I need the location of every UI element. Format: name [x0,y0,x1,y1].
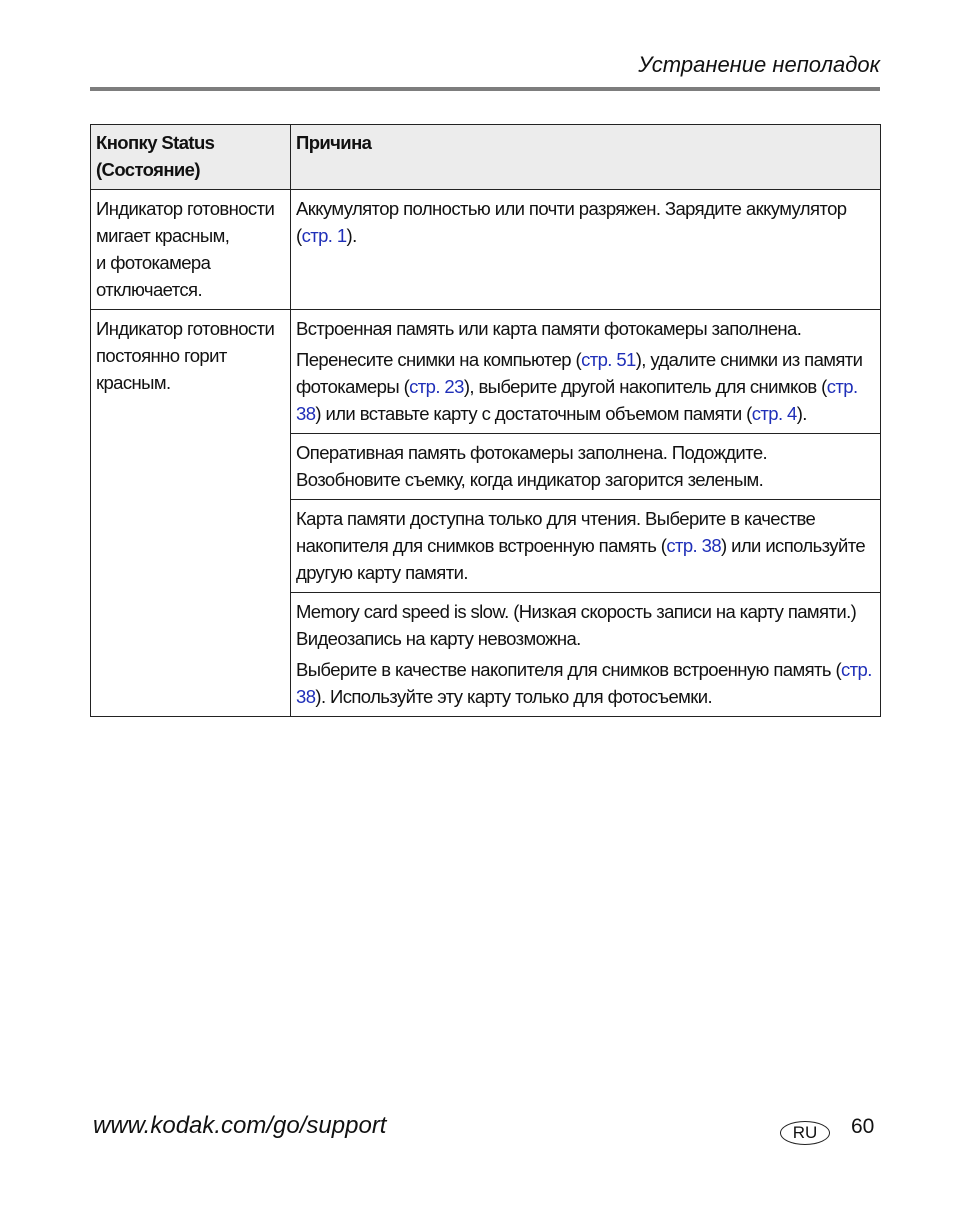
cause-text: ). Используйте эту карту только для фотосъемки. [315,686,713,707]
cause-paragraph [296,505,875,586]
cause-text: Встроенная память или карта памяти фотокамеры заполнена. [296,318,802,339]
indicator-line: Индикатор готовности [96,318,275,339]
indicator-line: Индикатор готовности [96,198,275,219]
indicator-cell [91,190,291,310]
cause-paragraph [296,439,875,493]
page-reference-link[interactable]: стр. 23 [409,376,464,397]
cause-text: ). [346,225,357,246]
cause-text: ) или используйте другую карту памяти. [296,535,866,583]
page-reference-link[interactable]: стр. 38 [296,376,858,424]
cause-text: Выберите в качестве накопителя для снимков встроенную память ( [296,659,842,680]
support-url-link[interactable]: www.kodak.com/go/support [93,1112,387,1139]
page-reference-link[interactable]: стр. 38 [666,535,722,556]
indicator-line: красным. [96,372,171,393]
page-reference-link[interactable]: стр. 4 [751,403,797,424]
column-header-status-line: Кнопку Status [96,132,215,153]
page-number: 60 [851,1115,875,1138]
cause-paragraph [296,656,875,710]
cause-text: ) или вставьте карту с достаточным объемом памяти ( [315,403,752,424]
indicator-cell [91,310,291,717]
column-header-status [91,125,291,190]
page-reference-link[interactable]: стр. 51 [581,349,636,370]
indicator-line: отключается. [96,279,202,300]
cause-paragraph [296,346,875,427]
table-row [91,190,881,310]
cause-text: Аккумулятор полностью или почти разряжен. Зарядите аккумулятор ( [296,198,847,246]
indicator-line: постоянно горит [96,345,227,366]
cause-paragraph [296,598,875,652]
indicator-line: мигает красным, [96,225,230,246]
cause-text: Оперативная память фотокамеры заполнена. Подождите. Возобновите съемку, когда индикатор загорится зеленым. [296,442,768,490]
page-header-title: Устранение неполадок [638,52,880,77]
column-header-cause: Причина [291,125,881,190]
indicator-line: и фотокамера [96,252,211,273]
header-divider [90,87,880,91]
troubleshooting-table [90,124,881,717]
language-badge: RU [780,1121,830,1145]
page-reference-link[interactable]: стр. 38 [296,659,872,707]
cause-text: Перенесите снимки на компьютер ( [296,349,582,370]
cause-cell [291,310,881,434]
cause-paragraph [296,315,875,342]
cause-cell [291,593,881,717]
cause-cell [291,190,881,310]
cause-cell [291,500,881,593]
cause-text: Карта памяти доступна только для чтения. Выберите в качестве накопителя для снимков встроенную память ( [296,508,816,556]
cause-cell [291,434,881,500]
cause-text: ), выберите другой накопитель для снимков ( [463,376,827,397]
cause-text: ). [796,403,807,424]
cause-text: Memory card speed is slow. (Низкая скорость записи на карту памяти.) Видеозапись на карту невозможна. [296,601,857,649]
cause-text: ), удалите снимки из памяти фотокамеры ( [296,349,863,397]
column-header-status-line: (Состояние) [96,159,200,180]
table-header-row [91,125,881,190]
table-row [91,310,881,434]
cause-paragraph [296,195,875,249]
page-reference-link[interactable]: стр. 1 [301,225,347,246]
table-body [91,190,881,717]
